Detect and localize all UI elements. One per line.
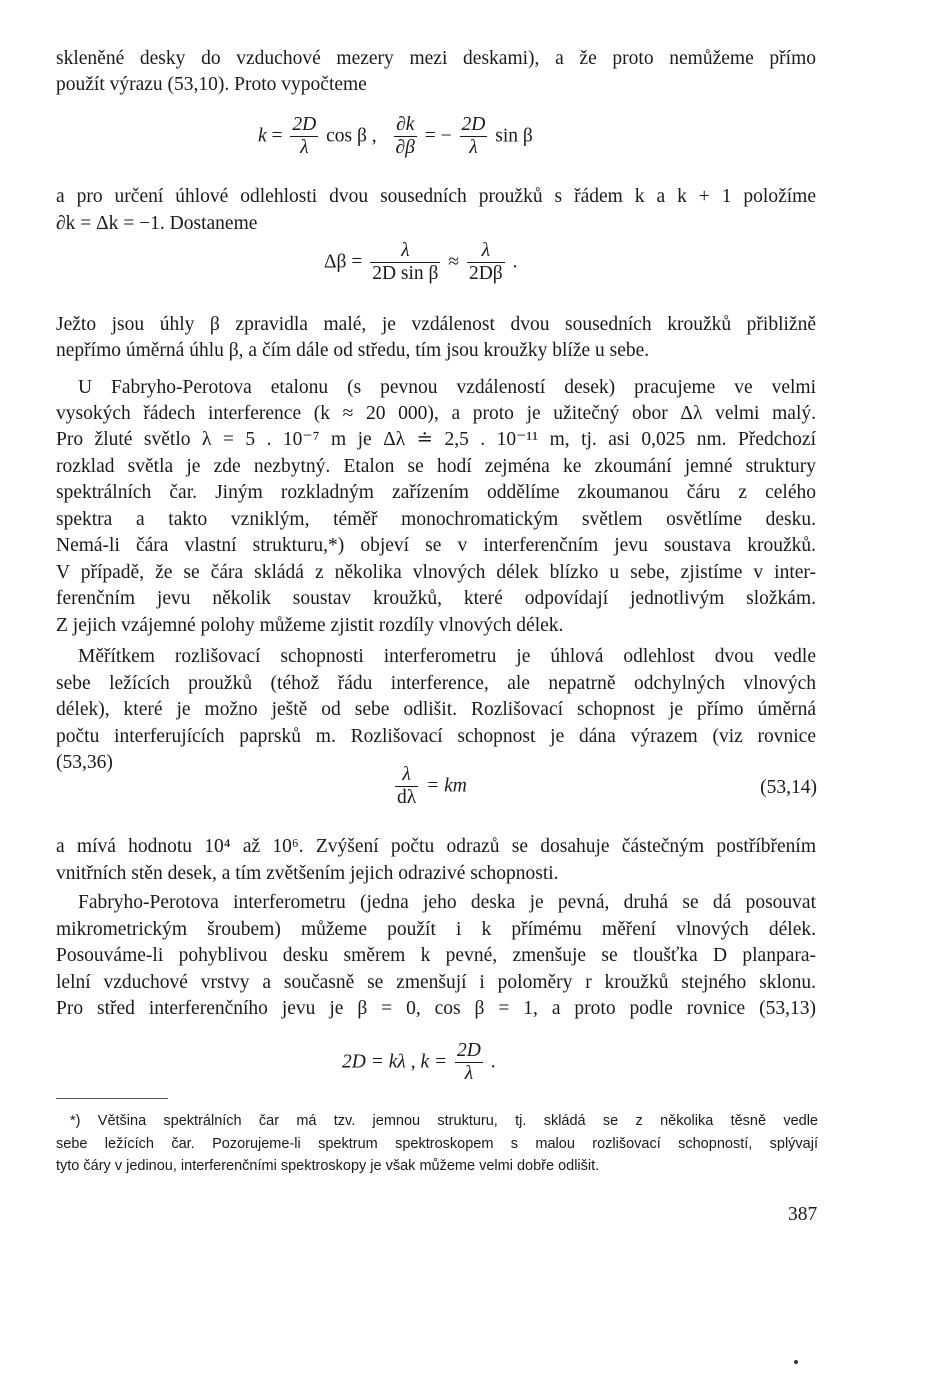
text-line: sebe ležících proužků (téhož řádu interference, ale nepatrně odchylných vlnových <box>56 673 816 694</box>
text-line: Nemá-li čára vlastní strukturu,*) objeví se v interferenčním jevu soustava kroužků. <box>56 535 816 556</box>
text-line: Fabryho-Perotova interferometru (jedna jeho deska je pevná, druhá se dá posouvat <box>78 892 816 913</box>
footnote-line: *) Většina spektrálních čar má tzv. jemnou strukturu, tj. skládá se z několika těsně vedle <box>70 1113 818 1129</box>
text-line: (53,36) <box>56 752 113 773</box>
text-line: Měřítkem rozlišovací schopnosti interferometru je úhlová odlehlost dvou vedle <box>78 646 816 667</box>
text-line: Z jejich vzájemné polohy můžeme zjistit rozdíly vlnových délek. <box>56 615 564 636</box>
equation-resolving-power: $\frac{\lambda}{d\lambda}$ = km <box>397 764 467 808</box>
text-line: V případě, že se čára skládá z několika vlnových délek blízko u sebe, zjistíme v inter- <box>56 562 816 583</box>
text-line: mikrometrickým šroubem) můžeme použít i k přímému měření vlnových délek. <box>56 919 816 940</box>
text-line: Pro střed interferenčního jevu je β = 0, cos β = 1, a proto podle rovnice (53,13) <box>56 998 816 1019</box>
text-line: lelní vzduchové vrstvy a současně se zmenšují i poloměry r kroužků stejného sklonu. <box>56 972 816 993</box>
text-line: ∂k = Δk = −1. Dostaneme <box>56 213 258 234</box>
text-line: délek), které je možno ještě od sebe odlišit. Rozlišovací schopnost je přímo úměrná <box>56 699 816 720</box>
text-line: použít výrazu (53,10). Proto vypočteme <box>56 74 367 95</box>
text-line: Ježto jsou úhly β zpravidla malé, je vzdálenost dvou sousedních kroužků přibližně <box>56 314 816 335</box>
equation-thickness: 2D = kλ , k = $\frac{2D}{\lambda}$ . <box>342 1040 496 1084</box>
footnote-divider <box>56 1098 168 1099</box>
page-number: 387 <box>788 1204 818 1225</box>
equation-delta-beta: Δβ = $\frac{\lambda}{\text{2D sin β}}$ ≈ $\frac{\lambda}{2D\beta}$ . <box>324 240 518 284</box>
text-line: rozklad světla je zde nezbytný. Etalon se hodí zejména ke zkoumání jemné struktury <box>56 456 816 477</box>
text-line: nepřímo úměrná úhlu β, a čím dále od středu, tím jsou kroužky blíže u sebe. <box>56 340 650 361</box>
text-line: Posouváme-li pohyblivou desku směrem k pevné, zmenšuje se tloušťka D planpara- <box>56 945 816 966</box>
text-line: skleněné desky do vzduchové mezery mezi deskami), a že proto nemůžeme přímo <box>56 48 816 69</box>
footnote-line: sebe ležících čar. Pozorujeme-li spektrum spektroskopem s malou rozlišovací schopností, splývají <box>56 1136 818 1152</box>
scan-speck <box>794 1360 798 1364</box>
footnote-line: tyto čáry v jedinou, interferenčními spektroskopy je však můžeme velmi dobře odlišit. <box>56 1158 600 1174</box>
text-line: vnitřních stěn desek, a tím zvětšením jejich odrazivé schopnosti. <box>56 863 559 884</box>
text-line: a mívá hodnotu 10⁴ až 10⁶. Zvýšení počtu odrazů se dosahuje částečným postříbřením <box>56 836 816 857</box>
text-line: a pro určení úhlové odlehlosti dvou sousedních proužků s řádem k a k + 1 položíme <box>56 186 816 207</box>
text-line: Pro žluté světlo λ = 5 . 10⁻⁷ m je Δλ ≐ 2,5 . 10⁻¹¹ m, tj. asi 0,025 nm. Předchozí <box>56 429 816 450</box>
text-line: spektrálních čar. Jiným rozkladným zařízením oddělíme zkoumanou čáru z celého <box>56 482 816 503</box>
equation-number: (53,14) <box>760 777 817 798</box>
text-line: U Fabryho-Perotova etalonu (s pevnou vzdáleností desek) pracujeme ve velmi <box>78 377 816 398</box>
equation-k-derivative: k = $\frac{2D}{\lambda}$ cos β , $\frac{\partial k}{\partial\beta}$ = − $\frac{2D}{\lambda}$ sin β <box>258 114 533 158</box>
text-line: vysokých řádech interference (k ≈ 20 000), a proto je užitečný obor Δλ velmi malý. <box>56 403 816 424</box>
text-line: počtu interferujících paprsků m. Rozlišovací schopnost je dána výrazem (viz rovnice <box>56 726 816 747</box>
text-line: ferenčním jevu několik soustav kroužků, které odpovídají jednotlivým složkám. <box>56 588 816 609</box>
text-line: spektra a takto vzniklým, téměř monochromatickým světlem osvětlíme desku. <box>56 509 816 530</box>
